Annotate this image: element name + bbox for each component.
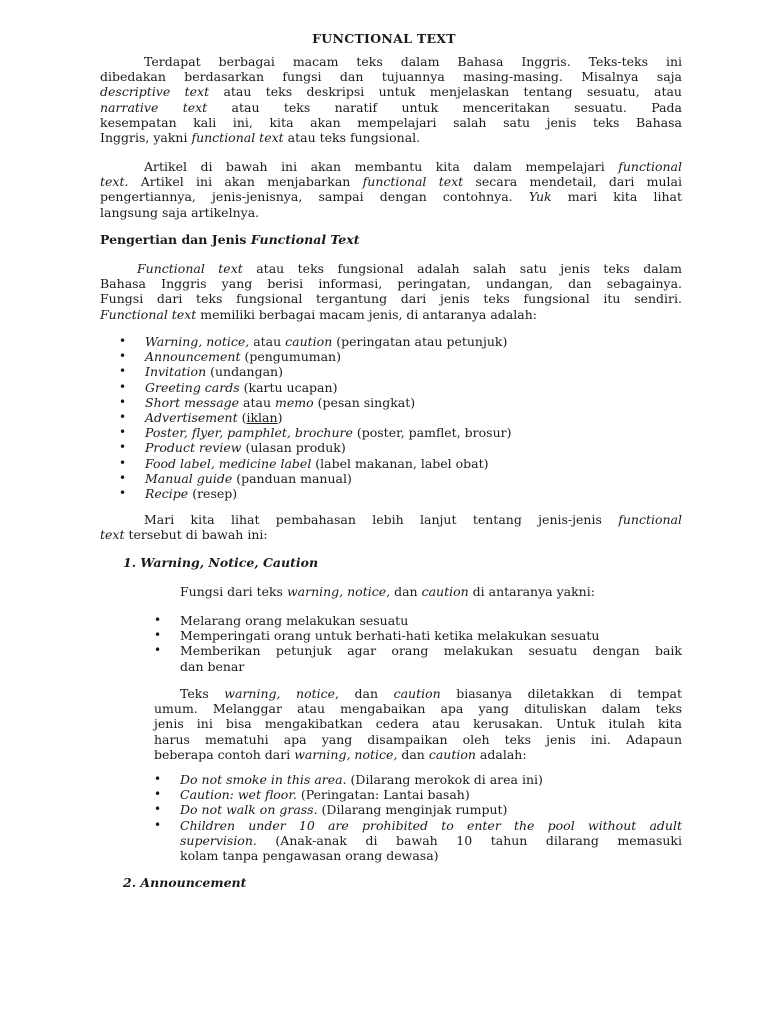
intro-line-4: narrative text atau teks naratif untuk menceritakan sesuatu. Pada [100, 99, 682, 115]
section-heading-pengertian: Pengertian dan Jenis Functional Text [100, 232, 360, 247]
definition-paragraph [100, 261, 682, 322]
functions-list [180, 613, 682, 674]
list-item: • Announcement (pengumuman) [145, 349, 685, 364]
intro-line-2: dibedakan berdasarkan fungsi dan tujuannya masing-masing. Misalnya saja [100, 69, 682, 85]
subheading-warning: 1. Warning, Notice, Caution [123, 555, 319, 570]
list-item: • Greeting cards (kartu ucapan) [145, 380, 685, 395]
list-item: • Invitation (undangan) [145, 364, 685, 379]
subheading-announcement: 2. Announcement [123, 875, 247, 890]
list-item: • Do not walk on grass. (Dilarang menginjak rumput) [180, 802, 682, 817]
list-item: • Warning, notice, atau caution (peringatan atau petunjuk) [145, 334, 685, 349]
examples-list [180, 772, 682, 863]
article-line-1: Artikel di bawah ini akan membantu kita dalam mempelajari functional [144, 159, 682, 174]
intro-paragraph [100, 54, 682, 145]
warning-line-2: umum. Melanggar atau mengabaikan apa yang dituliskan dalam teks [154, 701, 682, 717]
page-title: FUNCTIONAL TEXT [312, 31, 456, 46]
discussion-line-1: Mari kita lihat pembahasan lebih lanjut tentang jenis-jenis functional [144, 512, 682, 527]
list-item: • Caution: wet floor. (Peringatan: Lantai basah) [180, 787, 682, 802]
article-line-4: langsung saja artikelnya. [100, 204, 260, 220]
list-item: • Food label, medicine label (label makanan, label obat) [145, 456, 685, 471]
definition-line-3: Fungsi dari teks fungsional tergantung dari jenis teks fungsional itu sendiri. [100, 291, 682, 307]
definition-line-2: Bahasa Inggris yang berisi informasi, peringatan, undangan, dan sebagainya. [100, 276, 682, 292]
list-item: • Product review (ulasan produk) [145, 440, 685, 455]
warning-paragraph [154, 686, 682, 762]
list-item: • Advertisement (iklan) [145, 410, 685, 425]
warning-line-3: jenis ini bisa mengakibatkan cedera atau kerusakan. Untuk itulah kita [154, 716, 682, 732]
list-item: • Children under 10 are prohibited to enter the pool without adult supervision. (Anak-anak di bawah 10 tahun dilarang memasuki kolam tanpa pengawasan orang dewasa) [180, 818, 682, 864]
intro-line-5: kesempatan kali ini, kita akan mempelajari salah satu jenis teks Bahasa [100, 114, 682, 130]
types-list [145, 334, 685, 501]
list-item: • Recipe (resep) [145, 486, 685, 501]
intro-line-6: Inggris, yakni functional text atau teks fungsional. [100, 129, 421, 145]
warning-line-1: Teks warning, notice, dan caution biasanya diletakkan di tempat [180, 686, 682, 701]
list-item: • Poster, flyer, pamphlet, brochure (poster, pamflet, brosur) [145, 425, 685, 440]
list-item: • Melarang orang melakukan sesuatu [180, 613, 682, 628]
list-item: • Memberikan petunjuk agar orang melakukan sesuatu dengan baik dan benar [180, 643, 682, 673]
article-line-2: text. Artikel ini akan menjabarkan functional text secara mendetail, dari mulai [100, 174, 682, 190]
article-paragraph [100, 159, 682, 220]
definition-line-1: Functional text atau teks fungsional adalah salah satu jenis teks dalam [137, 261, 682, 276]
warning-line-5: beberapa contoh dari warning, notice, dan caution adalah: [154, 746, 527, 762]
discussion-line-2: text tersebut di bawah ini: [100, 527, 268, 543]
definition-line-4: Functional text memiliki berbagai macam jenis, di antaranya adalah: [100, 306, 537, 322]
list-item: • Short message atau memo (pesan singkat) [145, 395, 685, 410]
intro-line-1: Terdapat berbagai macam teks dalam Bahasa Inggris. Teks-teks ini [144, 54, 682, 69]
list-item: • Manual guide (panduan manual) [145, 471, 685, 486]
discussion-paragraph [100, 512, 682, 542]
list-item: • Do not smoke in this area. (Dilarang merokok di area ini) [180, 772, 682, 787]
fungsi-line: Fungsi dari teks warning, notice, dan caution di antaranya yakni: [180, 584, 595, 599]
warning-line-4: harus mematuhi apa yang disampaikan oleh teks jenis ini. Adapaun [154, 731, 682, 747]
article-line-3: pengertiannya, jenis-jenisnya, sampai dengan contohnya. Yuk mari kita lihat [100, 189, 682, 205]
list-item: • Memperingati orang untuk berhati-hati ketika melakukan sesuatu [180, 628, 682, 643]
intro-line-3: descriptive text atau teks deskripsi untuk menjelaskan tentang sesuatu, atau [100, 84, 682, 100]
